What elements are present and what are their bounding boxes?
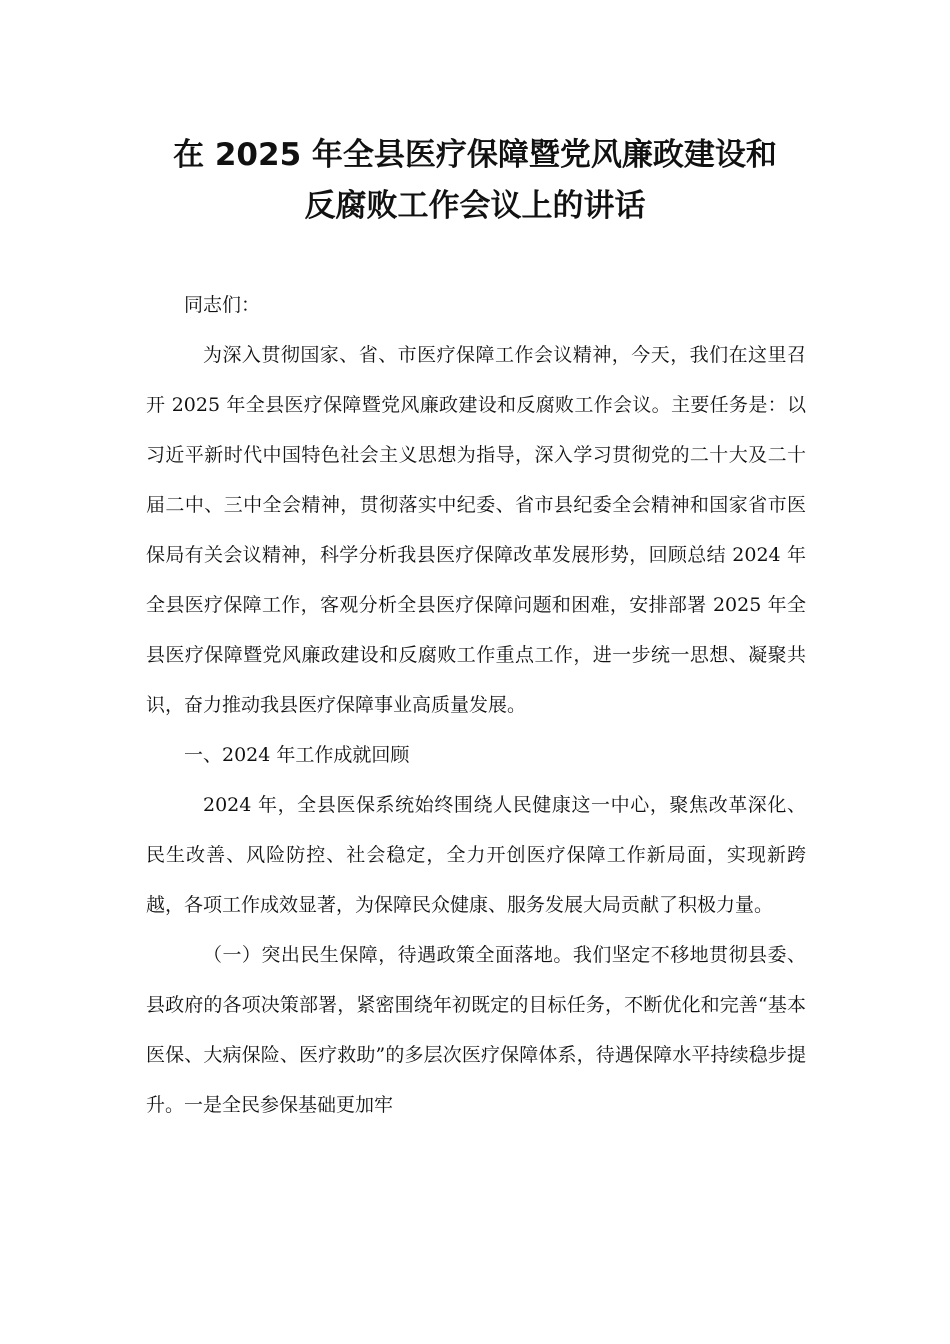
paragraph-subsection-1: （一）突出民生保障，待遇政策全面落地。我们坚定不移地贯彻县委、县政府的各项决策部署，紧密围绕年初既定的目标任务，不断优化和完善“基本医保、大病保险、医疗救助”的多层次医疗保障体系，待遇保障水平持续稳步提升。一是全民参保基础更加牢: [146, 944, 806, 1116]
document-title-line-1: 在 2025 年全县医疗保障暨党风廉政建设和: [173, 137, 777, 173]
document-body: [146, 280, 806, 1130]
section-heading-1: 一、2024 年工作成就回顾: [184, 744, 410, 766]
paragraph-review: 2024 年，全县医保系统始终围绕人民健康这一中心，聚焦改革深化、民生改善、风险防控、社会稳定，全力开创医疗保障工作新局面，实现新跨越，各项工作成效显著，为保障民众健康、服务发展大局贡献了积极力量。: [146, 794, 806, 916]
document-title-line-2: 反腐败工作会议上的讲话: [304, 188, 646, 224]
paragraph-intro: 为深入贯彻国家、省、市医疗保障工作会议精神，今天，我们在这里召开 2025 年全县医疗保障暨党风廉政建设和反腐败工作会议。主要任务是：以习近平新时代中国特色社会主义思想为指导，深入学习贯彻党的二十大及二十届二中、三中全会精神，贯彻落实中纪委、省市县纪委全会精神和国家省市医保局有关会议精神，科学分析我县医疗保障改革发展形势，回顾总结 2024 年全县医疗保障工作，客观分析全县医疗保障问题和困难，安排部署 2025 年全县医疗保障暨党风廉政建设和反腐败工作重点工作，进一步统一思想、凝聚共识，奋力推动我县医疗保障事业高质量发展。: [146, 344, 806, 716]
salutation: 同志们：: [184, 294, 261, 316]
